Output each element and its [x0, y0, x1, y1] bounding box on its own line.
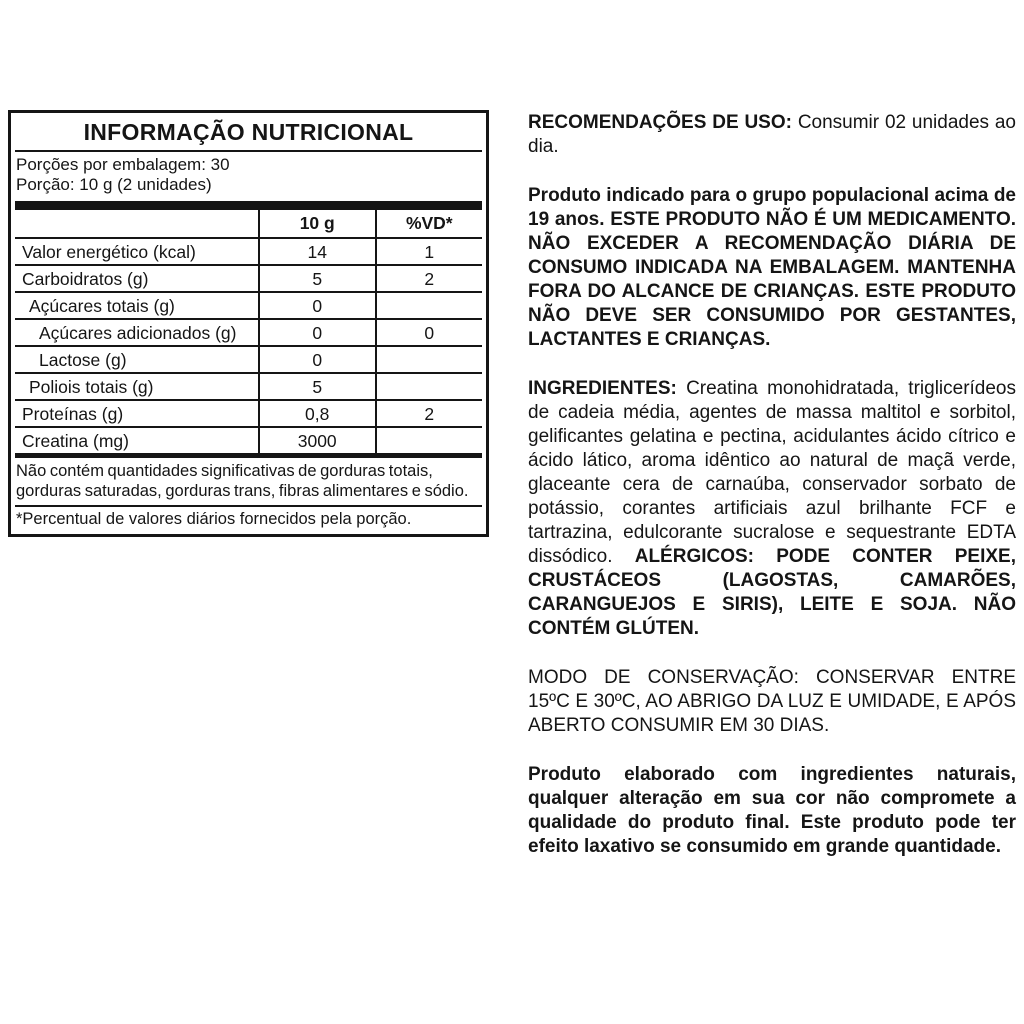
nutrient-label: Lactose (g) — [39, 350, 127, 370]
ingredients-paragraph — [528, 377, 1016, 641]
nutrient-label: Carboidratos (g) — [22, 269, 149, 289]
nutrient-dv: 1 — [375, 239, 482, 264]
footnote-no-significant-amounts: Não contém quantidades significativas de gorduras totais, gorduras saturadas, gorduras trans, fibras alimentares e sódio. — [16, 462, 469, 500]
nutrient-dv — [375, 293, 482, 318]
nutrient-amount: 0 — [258, 320, 375, 345]
table-row-proteinas — [15, 399, 482, 426]
serving-size: Porção: 10 g (2 unidades) — [16, 175, 212, 194]
nutrient-amount: 5 — [258, 374, 375, 399]
column-header-dv: %VD* — [375, 210, 482, 237]
nutrient-dv — [375, 428, 482, 453]
table-row-carboidratos — [15, 264, 482, 291]
nutrient-table — [15, 210, 482, 453]
usage-text: Consumir 02 unidades ao dia. — [528, 112, 1017, 157]
serving-info-block — [15, 152, 482, 201]
storage-paragraph: MODO DE CONSERVAÇÃO: CONSERVAR ENTRE 15ºC E 30ºC, AO ABRIGO DA LUZ E UMIDADE, E APÓS ABERTO CONSUMIR EM 30 DIAS. — [528, 667, 1016, 736]
nutrient-amount: 3000 — [258, 428, 375, 453]
nutrient-dv — [375, 347, 482, 372]
servings-per-package: Porções por embalagem: 30 — [16, 155, 230, 174]
nutrition-facts-table — [8, 110, 489, 537]
table-row-valor-energetico — [15, 237, 482, 264]
nutrient-label: Proteínas (g) — [22, 404, 124, 424]
nutrient-dv: 2 — [375, 401, 482, 426]
nutrient-dv: 2 — [375, 266, 482, 291]
nutrient-label: Poliois totais (g) — [29, 377, 154, 397]
nutrient-amount: 0 — [258, 293, 375, 318]
nutrient-label: Açúcares totais (g) — [29, 296, 175, 316]
nutrient-amount: 5 — [258, 266, 375, 291]
usage-heading: RECOMENDAÇÕES DE USO: — [528, 112, 792, 133]
nutrition-table-title: INFORMAÇÃO NUTRICIONAL — [83, 119, 414, 145]
nutrient-label: Valor energético (kcal) — [22, 242, 196, 262]
nutrient-amount: 0,8 — [258, 401, 375, 426]
nutrient-dv — [375, 374, 482, 399]
thick-separator-bar — [15, 201, 482, 210]
warning-paragraph: Produto indicado para o grupo populacional acima de 19 anos. ESTE PRODUTO NÃO É UM MEDICAMENTO. NÃO EXCEDER A RECOMENDAÇÃO DIÁRIA DE CONSUMO INDICADA NA EMBALAGEM. MANTENHA FORA DO ALCANCE DE CRIANÇAS. ESTE PRODUTO NÃO DEVE SER CONSUMIDO POR GESTANTES, LACTANTES E CRIANÇAS. — [528, 185, 1016, 350]
footnote-daily-values: *Percentual de valores diários fornecidos pela porção. — [15, 505, 482, 534]
product-info-panel — [528, 111, 1016, 859]
nutrient-label: Creatina (mg) — [22, 431, 129, 451]
table-row-acucares-totais — [15, 291, 482, 318]
table-row-acucares-adicionados — [15, 318, 482, 345]
natural-ingredients-paragraph: Produto elaborado com ingredientes naturais, qualquer alteração em sua cor não compromete a qualidade do produto final. Este produto pode ter efeito laxativo se consumido em grande quantidade. — [528, 764, 1016, 857]
nutrient-dv: 0 — [375, 320, 482, 345]
column-header-amount: 10 g — [258, 210, 375, 237]
allergens-text: ALÉRGICOS: PODE CONTER PEIXE, CRUSTÁCEOS (LAGOSTAS, CAMARÕES, CARANGUEJOS E SIRIS), LEITE E SOJA. NÃO CONTÉM GLÚTEN. — [528, 546, 1017, 639]
table-row-creatina — [15, 426, 482, 453]
nutrient-label: Açúcares adicionados (g) — [39, 323, 237, 343]
table-row-lactose — [15, 345, 482, 372]
table-row-poliois-totais — [15, 372, 482, 399]
nutrient-amount: 0 — [258, 347, 375, 372]
ingredients-text: Creatina monohidratada, triglicerídeos de cadeia média, agentes de massa maltitol e sorbitol, gelificantes gelatina e pectina, acidulantes ácido cítrico e ácido lático, aroma idêntico ao natural de maçã verde, glaceante cera de carnaúba, conservador sorbato de potássio, corantes artificiais azul brilhante FCF e tartrazina, edulcorante sucralose e sequestrante EDTA dissódico. — [528, 378, 1017, 567]
column-header-blank — [15, 210, 258, 237]
table-header-row — [15, 210, 482, 237]
nutrient-amount: 14 — [258, 239, 375, 264]
ingredients-heading: INGREDIENTES: — [528, 378, 677, 399]
usage-recommendations-paragraph — [528, 111, 1016, 159]
